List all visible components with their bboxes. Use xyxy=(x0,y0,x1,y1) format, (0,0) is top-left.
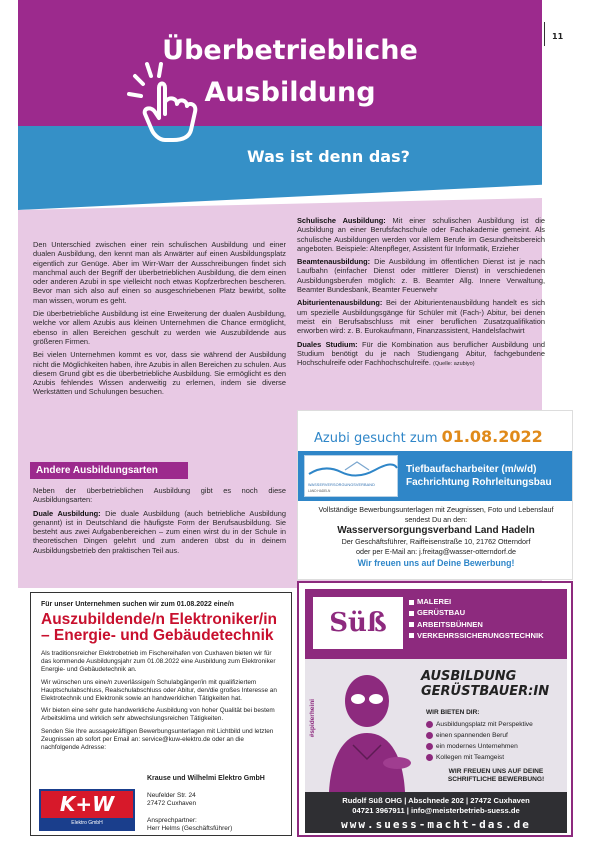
service-label: VERKEHRSSICHERUNGSTECHNIK xyxy=(417,630,544,640)
section-heading: Andere Ausbildungsarten xyxy=(30,462,188,479)
ad-job-title: Auszubildende/n Elektroniker/in – Energie- und Gebäudetechnik xyxy=(41,611,277,644)
cta-line-1: WIR FREUEN UNS AUF DEINE xyxy=(448,768,544,775)
ad-paragraph: Als traditionsreicher Elektrobetrieb im Fischereihafen von Cuxhaven bieten wir für das kommende Ausbildungsjahr zum 01.08.2022 eine Ausbildung zum Elektroniker Energie- und Gebäudetechnik an. xyxy=(41,650,276,674)
company-city: 27472 Cuxhaven xyxy=(147,800,197,808)
definition-label: Duale Ausbildung: xyxy=(33,508,101,518)
offer-title: WIR BIETEN DIR: xyxy=(426,709,480,716)
ad-intro: Für unser Unternehmen suchen wir zum 01.08.2022 eine/n xyxy=(41,601,234,608)
wave-icon xyxy=(305,456,399,482)
heading-line-1: AUSBILDUNG xyxy=(421,669,517,684)
page-subtitle: Was ist denn das? xyxy=(247,147,410,166)
suess-contact xyxy=(305,792,567,816)
spider-figure-illustration xyxy=(305,659,425,792)
offer-label: einen spannenden Beruf xyxy=(436,732,508,739)
cta-line-2: SCHRIFTLICHE BEWERBUNG! xyxy=(447,776,545,784)
definition-label: Duales Studium: xyxy=(297,339,358,349)
heading-line-2: GERÜSTBAUER:IN xyxy=(421,684,550,699)
kw-logo-text: K+W xyxy=(59,792,115,816)
offer-label: Kollegen mit Teamgeist xyxy=(436,754,505,761)
definition-schulisch xyxy=(297,216,545,253)
suess-body xyxy=(305,659,567,792)
ad-krause-wilhelmi xyxy=(30,592,292,836)
article-left-column xyxy=(33,240,286,401)
job-title-line-1: Tiefbaufacharbeiter (m/w/d) xyxy=(406,464,537,475)
contact-line-1: Rudolf Süß OHG | Abschnede 202 | 27472 Cuxhaven xyxy=(342,796,530,805)
article-left-column-lower xyxy=(33,486,286,559)
article-paragraph: Den Unterschied zwischen einer rein schulischen Ausbildung und einer dualen Ausbildung, den kennt man als Anwärter auf einen Ausbildungsplatz eigentlich zur Genüge. Aber im Wirr-Warr der Ausschreibungen findet sich manchmal auch der Begriff der überbetrieblichen Ausbildung, die dem einen oder anderen Azubi in spe vielleicht noch etwas Kopfzerbrechen bescheren. Bevor man sich also auf einen so ausgeschriebenen Platz bewirbt, sollte man wissen, worum es geht. xyxy=(33,240,286,305)
contact-person: Herr Helms (Geschäftsführer) xyxy=(147,825,233,833)
logo-name: WASSERVERSORGUNGSVERBAND xyxy=(308,483,375,487)
article-right-column xyxy=(297,216,545,373)
subtitle-band xyxy=(18,126,542,210)
ad-paragraph: Wir bieten eine sehr gute handwerkliche Ausbildung von hoher Qualität bei bestem Arbeitsklima und wirklich sehr abwechslungsreichen Tätigkeiten. xyxy=(41,707,275,723)
check-icon xyxy=(426,732,433,739)
ad-paragraph: Wir wünschen uns eine/n zuverlässige/n Schulabgänger/in mit qualifiziertem Hauptschulabschluss, Realschulabschluss oder Abitur, den/die großes Interesse an Elektrotechnik und Elektronik sowie an handwerklichen Tätigkeiten hat. xyxy=(41,678,277,703)
ad-call-to-action: Wir freuen uns auf Deine Bewerbung! xyxy=(357,558,515,568)
service-label: MALEREI xyxy=(417,597,452,606)
square-bullet-icon xyxy=(409,633,414,638)
definition-text: Mit einer schulischen Ausbildung ist die Ausbildung an einer Berufsfachschule oder Fachakademie gemeint. Als schulische Ausbildungen werden vor allem Berufe im Gesundheitsbereich angeboten. Beispiele: Altenpfleger, Assistent für Informatik, Erzieher xyxy=(297,216,546,253)
source-note: (Quelle: azubiyo) xyxy=(433,361,475,368)
ad-paragraph: Senden Sie Ihre aussagekräftigen Bewerbungsunterlagen mit Lichtbild und letzten Zeugnissen ab sofort per Email an: service@kuw-elektro.de oder an die nachfolgende Adresse: xyxy=(41,727,274,752)
company-address xyxy=(147,775,265,834)
pointing-hand-icon xyxy=(125,58,205,142)
ad-headline-text: Azubi gesucht zum xyxy=(314,431,438,446)
suess-header xyxy=(305,589,567,659)
organization-name: Wasserversorgungsverband Land Hadeln xyxy=(337,525,535,536)
definition-beamten xyxy=(297,257,545,294)
title-line-1: Überbetriebliche xyxy=(162,35,418,66)
definition-label: Beamtenausbildung: xyxy=(297,257,371,267)
square-bullet-icon xyxy=(409,600,414,605)
ad-job-bar xyxy=(298,451,572,501)
definition-duales-studium xyxy=(297,340,545,370)
title-line-2: Ausbildung xyxy=(204,77,376,108)
square-bullet-icon xyxy=(409,611,414,616)
section-intro: Neben der überbetrieblichen Ausbildung gibt es noch diese Ausbildungsarten: xyxy=(33,486,286,505)
kw-logo-band: Elektro GmbH xyxy=(41,818,133,829)
offer-label: Ausbildungsplatz mit Perspektive xyxy=(436,721,533,728)
offer-item xyxy=(426,752,533,763)
definition-text: Bei der Abiturientenausbildung handelt es sich um spezielle Ausbildungsgänge für Schüler mit (Fach-) Abitur, bei denen meist ein Berufsabschluss mit einer beruflichen Zusatzqualifikation erworben wird: z. B. Eurokaufmann, Finanzassistent, Handelsfachwirt xyxy=(297,298,545,336)
ad-headline xyxy=(314,427,543,446)
offer-item xyxy=(426,719,533,730)
page-number: 11 xyxy=(544,22,574,46)
square-bullet-icon xyxy=(409,622,414,627)
service-label: ARBEITSBÜHNEN xyxy=(417,619,483,629)
service-item xyxy=(409,619,544,630)
wasserverband-logo xyxy=(304,455,398,497)
suess-heading xyxy=(421,669,549,699)
suess-services xyxy=(409,596,544,641)
organization-address: Der Geschäftsführer, Raiffeisenstraße 10, 21762 Otterndorf xyxy=(341,537,531,546)
definition-text: Für die Kombination aus beruflicher Ausbildung und Studium benötigt du je nach Studiengang Abitur, fachgebundene Hochschulreife oder Fachhochschulreife. xyxy=(297,339,545,368)
offer-item xyxy=(426,741,533,752)
hashtag: #spiderheini xyxy=(309,699,316,738)
offer-list xyxy=(426,719,533,763)
check-icon xyxy=(426,754,433,761)
service-item xyxy=(409,607,544,618)
ad-contact-text xyxy=(306,505,566,569)
logo-sub: LAND HADELN xyxy=(308,489,331,493)
ad-suess xyxy=(297,581,573,837)
kw-logo xyxy=(39,789,135,831)
ad-body xyxy=(41,650,281,752)
definition-dual xyxy=(33,509,286,555)
definition-text: Die duale Ausbildung (auch betriebliche Ausbildung genannt) ist in Deutschland die häufigste Form der Berufsausbildung. Sie besteht aus zwei Aufgabenbereichen – zum einen wirst du in der Schule in theoretischen Dingen gelehrt und zum anderen übst du in deinem Ausbildungsbetrieb den praktischen Teil aus. xyxy=(33,508,286,555)
contact-label: Ansprechpartner: xyxy=(147,817,197,825)
offer-item xyxy=(426,730,533,741)
website-url: www.suess-macht-das.de xyxy=(341,818,531,831)
organization-email: oder per E-Mail an: j.freitag@wasser-otterndorf.de xyxy=(356,546,516,556)
article-paragraph: Die überbetriebliche Ausbildung ist eine Erweiterung der dualen Ausbildung, welche vor allem Azubis aus kleinen Unternehmen die Chance ermöglicht, ebenso in allen Bereichen geschult zu werden wie Auszubildende aus größeren Firmen. xyxy=(33,309,286,346)
job-title xyxy=(406,463,552,489)
article-paragraph: Bei vielen Unternehmen kommt es vor, dass sie während der Ausbildung nicht die Möglichkeiten haben, ihre Azubis in allen Bereichen zu schulen. Aus diesem Grund gibt es die überbetriebliche Ausbildung. Sie ermöglicht es den Azubis fehlendes Wissen anderweitig zu erlernen, indem sie diverse Werkstätten und Schulungen besuchen. xyxy=(33,350,286,397)
contact-line-2: 04721 3967911 | info@meisterbetrieb-suess.de xyxy=(352,806,520,815)
ad-wasserverband xyxy=(297,410,573,580)
service-label: GERÜSTBAU xyxy=(417,608,466,618)
service-item xyxy=(409,596,544,607)
ad-instructions: Vollständige Bewerbungsunterlagen mit Zeugnissen, Foto und Lebenslauf sendest Du an den: xyxy=(318,505,554,524)
service-item xyxy=(409,630,544,641)
suess-footer xyxy=(305,792,567,833)
definition-label: Schulische Ausbildung: xyxy=(297,216,386,225)
definition-abitur xyxy=(297,298,545,335)
job-title-line-2: Fachrichtung Rohrleitungsbau xyxy=(406,477,552,488)
offer-label: ein modernes Unternehmen xyxy=(436,743,518,750)
suess-logo: Süß xyxy=(313,597,403,649)
company-street: Neufelder Str. 24 xyxy=(147,791,196,799)
suess-call-to-action xyxy=(426,768,566,785)
check-icon xyxy=(426,743,433,750)
definition-text: Die Ausbildung im öffentlichen Dienst ist je nach Laufbahn (einfacher Dienst oder mittlerer Dienst) in verschiedenen Ausbildungsberufen möglich: z. B. Beamter Allg. Innere Verwaltung, Beamter Bundesbank, Beamter Feuerwehr xyxy=(297,257,545,295)
ad-date: 01.08.2022 xyxy=(441,427,543,446)
definition-label: Abiturientenausbildung: xyxy=(297,298,383,308)
check-icon xyxy=(426,721,433,728)
company-name: Krause und Wilhelmi Elektro GmbH xyxy=(147,775,265,782)
